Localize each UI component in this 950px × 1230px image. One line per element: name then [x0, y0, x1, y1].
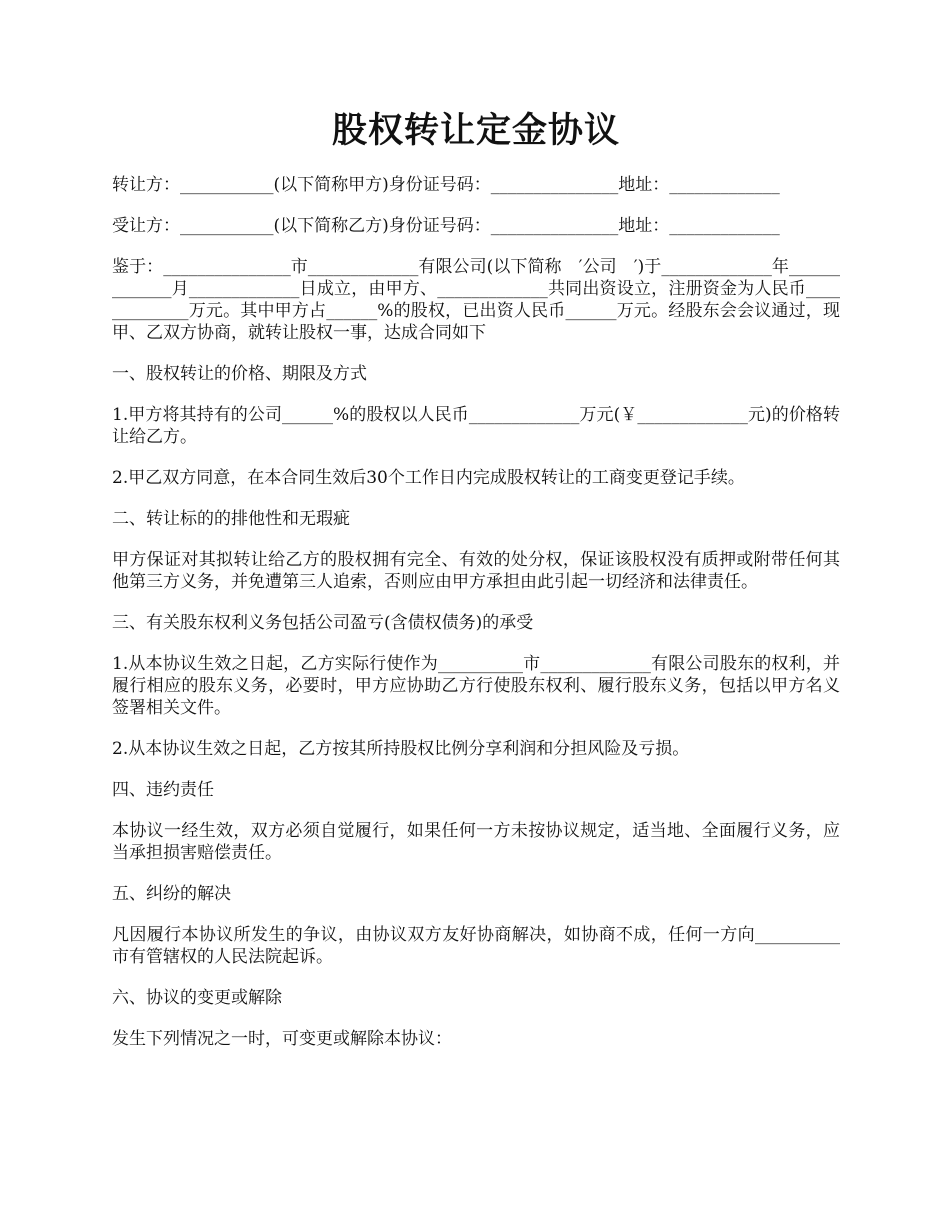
section-3-clause-1: 1.从本协议生效之日起，乙方实际行使作为__________市_____________有限公司股东的权利，并履行相应的股东义务，必要时，甲方应协助乙方行使股东权利、履行股东义务，包括以甲方名义签署相关文件。 [112, 654, 840, 718]
document-title: 股权转让定金协议 [331, 110, 620, 151]
section-heading-6: 六、协议的变更或解除 [112, 988, 282, 1008]
section-6-body: 发生下列情况之一时，可变更或解除本协议： [112, 1029, 452, 1049]
section-heading-5: 五、纠纷的解决 [112, 884, 231, 904]
document-page [112, 110, 840, 1069]
section-1-clause-2: 2.甲乙双方同意，在本合同生效后30个工作日内完成股权转让的工商变更登记手续。 [112, 468, 745, 488]
transferee-line: 受让方：___________(以下简称乙方)身份证号码：_______________地址：_____________ [112, 216, 780, 236]
recital-paragraph: 鉴于：_______________市_____________有限公司(以下简称 ′公司 ′)于_____________年_____________月_____________日成立，由甲方、_____________共同出资设立，注册资金为人民币_____________万元。其中甲方占______%的股权，已出资人民币______万元。经股东会会议通过，现甲、乙双方协商，就转让股权一事，达成合同如下 [112, 257, 840, 343]
section-5-body: 凡因履行本协议所发生的争议，由协议双方友好协商解决，如协商不成，任何一方向__________市有管辖权的人民法院起诉。 [112, 925, 840, 967]
section-2-body: 甲方保证对其拟转让给乙方的股权拥有完全、有效的处分权，保证该股权没有质押或附带任何其他第三方义务，并免遭第三人追索，否则应由甲方承担由此引起一切经济和法律责任。 [112, 550, 840, 592]
section-heading-1: 一、股权转让的价格、期限及方式 [112, 364, 367, 384]
section-3-clause-2: 2.从本协议生效之日起，乙方按其所持股权比例分享利润和分担风险及亏损。 [112, 739, 690, 759]
section-heading-2: 二、转让标的的排他性和无瑕疵 [112, 509, 350, 529]
section-heading-3: 三、有关股东权利义务包括公司盈亏(含债权债务)的承受 [112, 613, 534, 633]
section-4-body: 本协议一经生效，双方必须自觉履行，如果任何一方未按协议规定，适当地、全面履行义务，应当承担损害赔偿责任。 [112, 821, 840, 863]
transferor-line: 转让方：___________(以下简称甲方)身份证号码：_______________地址：_____________ [112, 175, 780, 195]
section-1-clause-1: 1.甲方将其持有的公司______%的股权以人民币_____________万元(￥_____________元)的价格转让给乙方。 [112, 405, 840, 447]
section-heading-4: 四、违约责任 [112, 780, 214, 800]
